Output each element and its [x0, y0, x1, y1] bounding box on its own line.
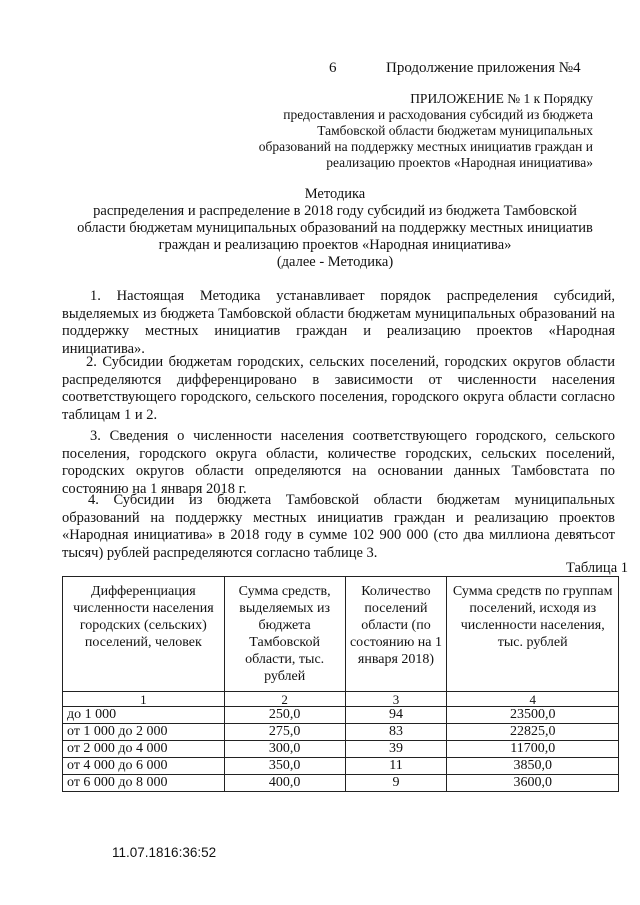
column-header: Количество поселений области (по состоянию на 1 января 2018) [345, 577, 447, 692]
appendix-line: образований на поддержку местных инициатив граждан и [258, 139, 593, 154]
table-header-row [63, 577, 619, 692]
table-row [63, 775, 619, 792]
settlement-count-cell: 39 [345, 741, 447, 758]
column-header: Сумма средств по группам поселений, исходя из численности населения, тыс. рублей [447, 577, 619, 692]
paragraph-3: 3. Сведения о численности населения соответствующего городского, сельского поселения, городского округа области, количестве городских, сельских поселений, городских округов области определяются на основании данных Тамбовстата по состоянию на 1 января 2018 г. [62, 428, 615, 497]
title-line: (далее - Методика) [276, 254, 394, 270]
table-row [63, 707, 619, 724]
subsidy-amount-cell: 275,0 [224, 724, 345, 741]
title-line: граждан и реализацию проектов «Народная инициатива» [158, 237, 512, 253]
settlement-count-cell: 83 [345, 724, 447, 741]
column-index-row [63, 692, 619, 707]
paragraph-4: 4. Субсидии из бюджета Тамбовской области бюджетам муниципальных образований на поддержку местных инициатив граждан и реализацию проектов «Народная инициатива» в 2018 году в сумме 102 900 000 (сто два миллиона девятьсот тысяч) рублей распределяются согласно таблице 3. [62, 492, 615, 561]
population-range-cell: от 2 000 до 4 000 [63, 741, 225, 758]
subsidy-amount-cell: 400,0 [224, 775, 345, 792]
appendix-line: предоставления и расходования субсидий из бюджета [283, 107, 593, 122]
subsidy-amount-cell: 300,0 [224, 741, 345, 758]
subsidy-amount-cell: 250,0 [224, 707, 345, 724]
column-index: 3 [345, 692, 447, 707]
subsidy-amount-cell: 350,0 [224, 758, 345, 775]
column-header: Дифференциация численности населения городских (сельских) поселений, человек [63, 577, 225, 692]
settlement-count-cell: 94 [345, 707, 447, 724]
column-index: 4 [447, 692, 619, 707]
page-number: 6 [329, 60, 337, 76]
paragraph-2: 2. Субсидии бюджетам городских, сельских поселений, городских округов области распределяются дифференцировано в зависимости от численности населения соответствующего городского, сельского поселения, городского округа области согласно таблицам 1 и 2. [62, 354, 615, 423]
appendix-line: реализацию проектов «Народная инициатива» [326, 155, 593, 170]
continuation-note: Продолжение приложения №4 [386, 60, 581, 76]
table-row [63, 724, 619, 741]
appendix-header [173, 91, 593, 171]
settlement-count-cell: 9 [345, 775, 447, 792]
title-line: Методика [304, 186, 366, 202]
paragraph-1: 1. Настоящая Методика устанавливает порядок распределения субсидий, выделяемых из бюджета Тамбовской области бюджетам муниципальных образований на поддержку местных инициатив граждан и реализацию проектов «Народная инициатива». [62, 288, 615, 357]
population-range-cell: от 1 000 до 2 000 [63, 724, 225, 741]
column-header: Сумма средств, выделяемых из бюджета Тамбовской области, тыс. рублей [224, 577, 345, 692]
appendix-line: ПРИЛОЖЕНИЕ № 1 к Порядку [410, 91, 593, 106]
population-range-cell: до 1 000 [63, 707, 225, 724]
population-range-cell: от 6 000 до 8 000 [63, 775, 225, 792]
document-title [50, 186, 620, 271]
title-line: распределения и распределение в 2018 году субсидий из бюджета Тамбовской [93, 203, 577, 219]
title-line: области бюджетам муниципальных образований на поддержку местных инициатив [77, 220, 593, 236]
settlement-count-cell: 11 [345, 758, 447, 775]
table-row [63, 758, 619, 775]
population-subsidy-table [62, 576, 619, 792]
group-sum-cell: 3850,0 [447, 758, 619, 775]
table-label: Таблица 1 [565, 560, 628, 576]
appendix-line: Тамбовской области бюджетам муниципальных [317, 123, 593, 138]
group-sum-cell: 11700,0 [447, 741, 619, 758]
print-timestamp: 11.07.1816:36:52 [112, 845, 217, 860]
column-index: 1 [63, 692, 225, 707]
group-sum-cell: 3600,0 [447, 775, 619, 792]
group-sum-cell: 23500,0 [447, 707, 619, 724]
group-sum-cell: 22825,0 [447, 724, 619, 741]
table-row [63, 741, 619, 758]
column-index: 2 [224, 692, 345, 707]
population-range-cell: от 4 000 до 6 000 [63, 758, 225, 775]
